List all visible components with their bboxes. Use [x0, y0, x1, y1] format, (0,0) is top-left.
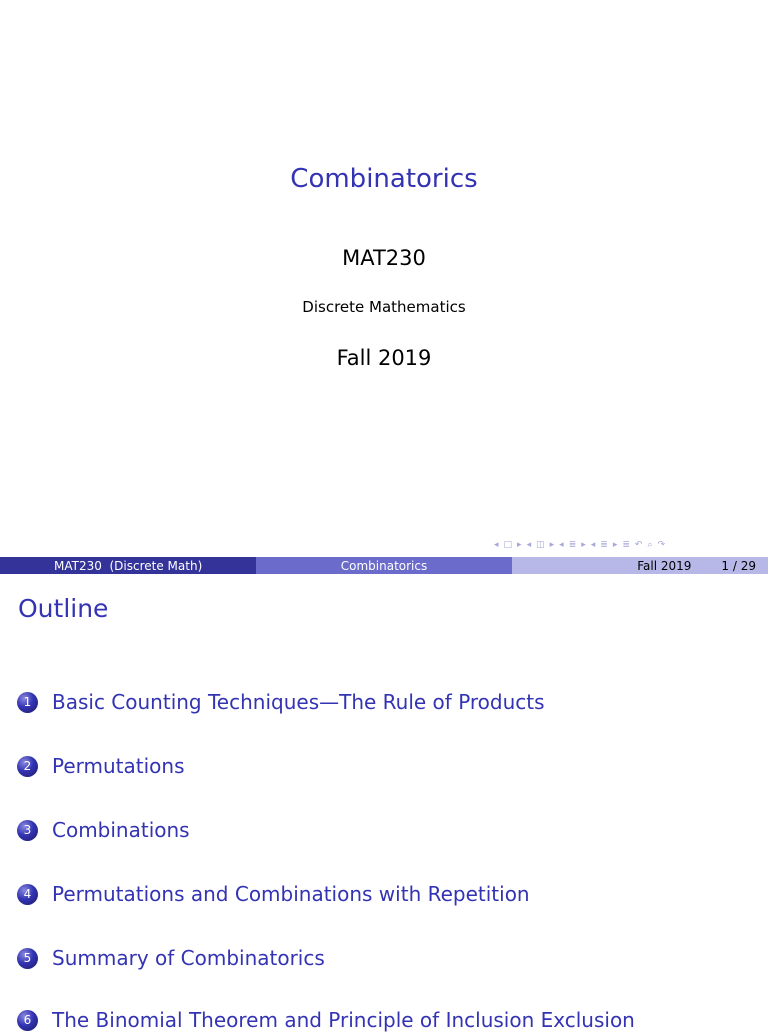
outline-item-label: Permutations and Combinations with Repetition	[52, 882, 530, 906]
item-number-ball-icon: 2	[17, 756, 38, 777]
nav-section-icon[interactable]: ≣	[568, 540, 577, 550]
nav-next-section-icon[interactable]: ▸	[581, 540, 586, 550]
nav-doc-icon[interactable]: ≣	[600, 540, 608, 550]
outline-item[interactable]	[17, 690, 545, 714]
outline-title: Outline	[18, 594, 109, 623]
outline-item[interactable]	[17, 946, 325, 970]
nav-back-icon[interactable]: ↶	[634, 540, 643, 550]
course-code: MAT230	[342, 246, 426, 270]
nav-subsection-icon[interactable]: ◫	[536, 540, 545, 550]
item-number-ball-icon: 4	[17, 884, 38, 905]
outline-item-label: The Binomial Theorem and Principle of Inclusion Exclusion	[52, 1008, 635, 1032]
outline-item-label: Summary of Combinatorics	[52, 946, 325, 970]
nav-prev-subsection-icon[interactable]: ◂	[526, 540, 532, 550]
footer-page-number: 1 / 29	[721, 558, 756, 573]
outline-item-label: Permutations	[52, 754, 185, 778]
course-subtitle: Discrete Mathematics	[302, 298, 466, 316]
item-number-ball-icon: 1	[17, 692, 38, 713]
item-number-ball-icon: 5	[17, 948, 38, 969]
slide-footer	[0, 557, 768, 574]
outline-slide	[0, 576, 768, 1032]
outline-item[interactable]	[17, 1008, 635, 1032]
item-number-ball-icon: 3	[17, 820, 38, 841]
nav-search-icon[interactable]: ⌕	[647, 540, 653, 550]
nav-next-doc-icon[interactable]: ▸	[612, 540, 618, 550]
nav-appendix-icon[interactable]: ≣	[622, 540, 630, 550]
nav-prev-frame-icon[interactable]: ◂	[494, 540, 499, 550]
nav-prev-section-icon[interactable]: ◂	[559, 540, 564, 550]
nav-next-subsection-icon[interactable]: ▸	[549, 540, 555, 550]
item-number-ball-icon: 6	[17, 1010, 38, 1031]
presentation-date: Fall 2019	[336, 346, 432, 370]
footer-author: MAT230 (Discrete Math)	[0, 557, 256, 574]
outline-item-label: Basic Counting Techniques—The Rule of Products	[52, 690, 545, 714]
outline-item[interactable]	[17, 818, 190, 842]
footer-date: Fall 2019	[637, 558, 692, 573]
nav-prev-doc-icon[interactable]: ◂	[590, 540, 596, 550]
nav-forward-icon[interactable]: ↷	[657, 540, 666, 550]
beamer-navigation-bar	[494, 538, 766, 552]
nav-frame-icon[interactable]: □	[503, 540, 513, 550]
presentation-title: Combinatorics	[290, 164, 478, 194]
outline-item-label: Combinations	[52, 818, 190, 842]
footer-title: Combinatorics	[256, 557, 512, 574]
outline-item[interactable]	[17, 754, 185, 778]
footer-info	[512, 557, 768, 574]
outline-item[interactable]	[17, 882, 530, 906]
nav-next-frame-icon[interactable]: ▸	[517, 540, 522, 550]
